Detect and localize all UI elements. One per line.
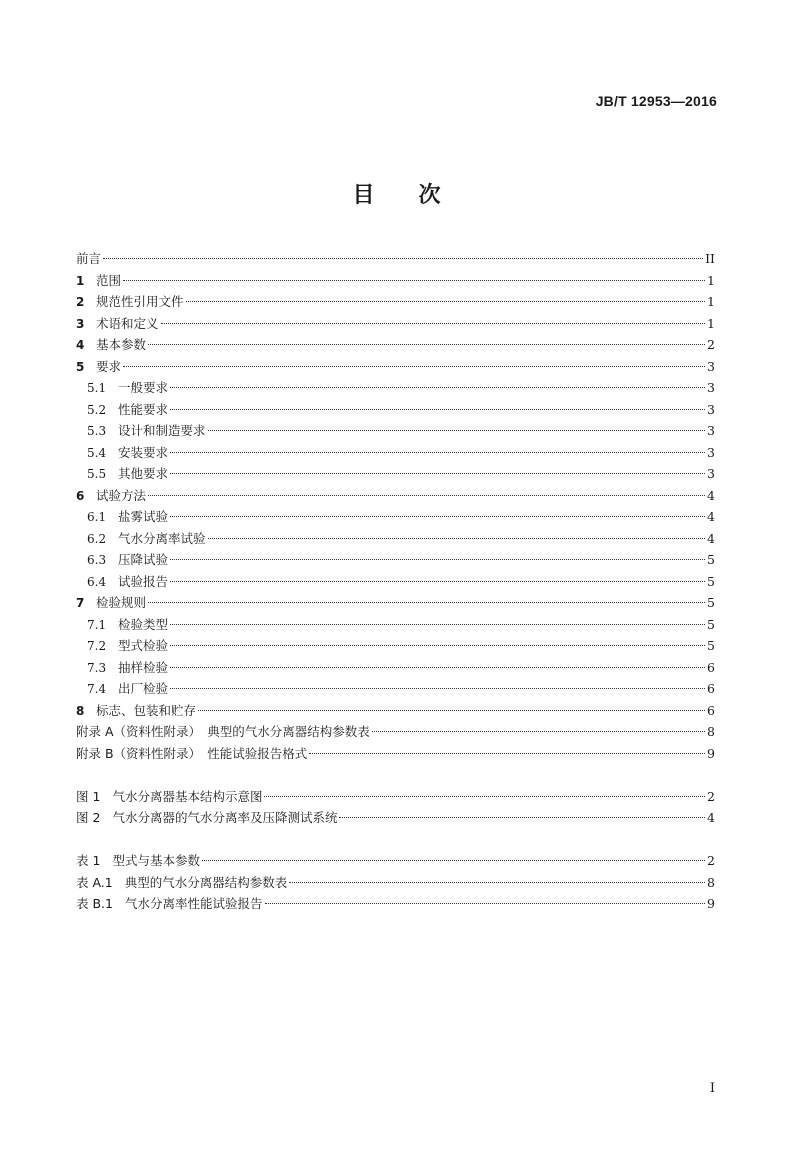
toc-entry-label: 典型的气水分离器结构参数表 — [124, 874, 288, 890]
toc-entry-label: 气水分离器基本结构示意图 — [112, 788, 263, 804]
figure-number: 图 1 — [76, 788, 101, 804]
toc-entry[interactable] — [76, 313, 715, 335]
toc-entry-label: 基本参数 — [96, 337, 147, 352]
dot-leader — [123, 279, 705, 281]
toc-entry-number: 1 — [76, 273, 85, 288]
toc-entry[interactable] — [76, 786, 715, 808]
toc-entry-page: 6 — [707, 659, 715, 675]
toc-entry-number: 3 — [76, 316, 85, 331]
toc-entry-page: 5 — [707, 573, 715, 589]
toc-entry-label: 性能要求 — [118, 401, 169, 417]
toc-entry-label: 试验报告 — [118, 573, 169, 589]
toc-entry[interactable] — [76, 399, 715, 421]
toc-entry[interactable] — [76, 807, 715, 829]
toc-entry-number: 6.3 — [87, 553, 107, 567]
toc-entry-page: II — [705, 251, 715, 266]
toc-entry[interactable] — [76, 592, 715, 614]
toc-entry[interactable] — [76, 571, 715, 593]
dot-leader — [202, 859, 705, 861]
toc-entry-number: 7.2 — [87, 639, 107, 653]
toc-figures — [76, 786, 715, 829]
toc-entry-page: 9 — [707, 896, 715, 911]
toc-entry-label: 其他要求 — [118, 466, 169, 481]
toc-entry-page: 2 — [707, 337, 715, 352]
toc-entry-number: 8 — [76, 703, 85, 718]
toc-entry-page: 6 — [707, 702, 715, 718]
dot-leader — [208, 429, 705, 431]
dot-leader — [148, 343, 705, 345]
toc-entry[interactable] — [76, 893, 715, 915]
toc-entry-label: 气水分离率性能试验报告 — [124, 896, 263, 911]
toc-entry-page: 3 — [707, 423, 715, 438]
toc-entry-number: 5.5 — [87, 467, 107, 481]
dot-leader — [170, 644, 705, 646]
toc-tables — [76, 850, 715, 915]
toc-entry-label: 设计和制造要求 — [118, 423, 206, 438]
toc-entry[interactable] — [76, 506, 715, 528]
toc-entry-page: 5 — [707, 595, 715, 610]
toc-entry-label: 抽样检验 — [118, 659, 169, 675]
title-char-2: 次 — [418, 183, 441, 208]
dot-leader — [208, 537, 705, 539]
toc-entry-label: 附录 B（资料性附录） 性能试验报告格式 — [76, 745, 308, 761]
toc-entry-label: 附录 A（资料性附录） 典型的气水分离器结构参数表 — [76, 724, 370, 739]
toc-entry[interactable] — [76, 743, 715, 765]
toc-entry-label: 出厂检验 — [118, 681, 169, 696]
toc-entry-page: 1 — [707, 294, 715, 309]
toc-entry-page: 1 — [707, 272, 715, 288]
toc-entry-label: 安装要求 — [118, 444, 169, 460]
toc-entry-page: 2 — [707, 853, 715, 868]
toc-entry-page: 2 — [707, 788, 715, 804]
toc-entry-label: 型式与基本参数 — [112, 853, 200, 868]
toc-entry-label: 型式检验 — [118, 638, 169, 653]
toc-entry-page: 8 — [707, 724, 715, 739]
toc-entry-label: 盐雾试验 — [118, 509, 169, 524]
toc-entry-label: 前言 — [76, 251, 102, 266]
dot-leader — [170, 472, 705, 474]
dot-leader — [170, 558, 705, 560]
toc-entry-number: 6.1 — [87, 510, 107, 524]
toc-entry-page: 3 — [707, 380, 715, 395]
toc-entry-page: 6 — [707, 681, 715, 696]
table-number: 表 B.1 — [76, 896, 113, 911]
toc-entry-page: 8 — [707, 874, 715, 890]
toc-entry-label: 术语和定义 — [96, 315, 159, 331]
toc-entry-label: 标志、包装和贮存 — [96, 702, 197, 718]
toc-sections — [76, 248, 715, 764]
dot-leader — [289, 881, 705, 883]
table-number: 表 A.1 — [76, 874, 113, 890]
dot-leader — [123, 365, 705, 367]
toc-entry[interactable] — [76, 442, 715, 464]
toc-entry-page: 3 — [707, 401, 715, 417]
toc-entry-number: 5.4 — [87, 445, 107, 460]
toc-entry-page: 5 — [707, 616, 715, 632]
table-of-contents — [76, 248, 715, 915]
toc-entry-number: 7.4 — [87, 682, 107, 696]
toc-entry-page: 3 — [707, 358, 715, 374]
toc-entry[interactable] — [76, 356, 715, 378]
toc-entry-number: 7.3 — [87, 660, 107, 675]
toc-entry-number: 5 — [76, 359, 85, 374]
toc-entry[interactable] — [76, 291, 715, 313]
dot-leader — [161, 322, 705, 324]
toc-entry-number: 6.2 — [87, 531, 107, 546]
toc-entry-page: 4 — [707, 509, 715, 524]
toc-entry[interactable] — [76, 721, 715, 743]
toc-entry-label: 检验类型 — [118, 616, 169, 632]
toc-entry-label: 试验方法 — [96, 487, 147, 503]
toc-entry-number: 5.1 — [87, 381, 107, 395]
dot-leader — [148, 494, 705, 496]
toc-entry-number: 5.2 — [87, 402, 107, 417]
toc-entry[interactable] — [76, 850, 715, 872]
toc-entry[interactable] — [76, 635, 715, 657]
toc-entry-label: 一般要求 — [118, 380, 169, 395]
dot-leader — [170, 580, 705, 582]
toc-entry-number: 7 — [76, 596, 85, 610]
dot-leader — [148, 601, 705, 603]
toc-entry[interactable] — [76, 678, 715, 700]
toc-entry-page: 3 — [707, 466, 715, 481]
table-number: 表 1 — [76, 853, 101, 868]
dot-leader — [170, 687, 705, 689]
standard-code: JB/T 12953—2016 — [595, 93, 717, 109]
toc-entry-page: 9 — [707, 745, 715, 761]
toc-entry-page: 4 — [707, 810, 715, 825]
toc-entry[interactable] — [76, 614, 715, 636]
dot-leader — [309, 752, 705, 754]
toc-entry[interactable] — [76, 657, 715, 679]
dot-leader — [170, 408, 705, 410]
toc-entry-page: 4 — [707, 530, 715, 546]
toc-entry[interactable] — [76, 872, 715, 894]
toc-entry-label: 范围 — [96, 272, 122, 288]
title-char-1: 目 — [352, 183, 375, 208]
figure-number: 图 2 — [76, 810, 101, 825]
page-number: I — [709, 1081, 715, 1096]
toc-entry-number: 4 — [76, 338, 85, 352]
toc-entry-page: 5 — [707, 638, 715, 653]
toc-entry[interactable] — [76, 377, 715, 399]
toc-entry-number: 6 — [76, 488, 85, 503]
toc-entry-label: 要求 — [96, 358, 122, 374]
toc-entry-page: 5 — [707, 552, 715, 567]
toc-entry-page: 1 — [707, 315, 715, 331]
dot-leader — [264, 795, 705, 797]
toc-entry-number: 5.3 — [87, 424, 107, 438]
dot-leader — [170, 666, 705, 668]
dot-leader — [265, 902, 706, 904]
dot-leader — [170, 386, 705, 388]
dot-leader — [198, 709, 705, 711]
toc-entry-number: 7.1 — [87, 617, 107, 632]
toc-entry[interactable] — [76, 700, 715, 722]
toc-entry-label: 规范性引用文件 — [96, 294, 184, 309]
toc-entry[interactable] — [76, 528, 715, 550]
toc-entry-label: 检验规则 — [96, 595, 147, 610]
dot-leader — [339, 816, 705, 818]
toc-entry-page: 4 — [707, 487, 715, 503]
page-title — [0, 178, 793, 209]
toc-entry[interactable] — [76, 334, 715, 356]
toc-entry-label: 压降试验 — [118, 552, 169, 567]
dot-leader — [103, 257, 703, 259]
toc-entry[interactable] — [76, 549, 715, 571]
toc-entry-page: 3 — [707, 444, 715, 460]
dot-leader — [170, 623, 705, 625]
toc-entry-number: 2 — [76, 295, 85, 309]
dot-leader — [170, 451, 705, 453]
toc-entry-number: 6.4 — [87, 574, 107, 589]
dot-leader — [170, 515, 705, 517]
toc-entry-label: 气水分离率试验 — [118, 530, 206, 546]
dot-leader — [186, 300, 705, 302]
toc-entry[interactable] — [76, 270, 715, 292]
toc-entry[interactable] — [76, 248, 715, 270]
toc-entry[interactable] — [76, 463, 715, 485]
toc-entry-label: 气水分离器的气水分离率及压降测试系统 — [112, 810, 338, 825]
dot-leader — [372, 730, 705, 732]
toc-entry[interactable] — [76, 420, 715, 442]
toc-entry[interactable] — [76, 485, 715, 507]
